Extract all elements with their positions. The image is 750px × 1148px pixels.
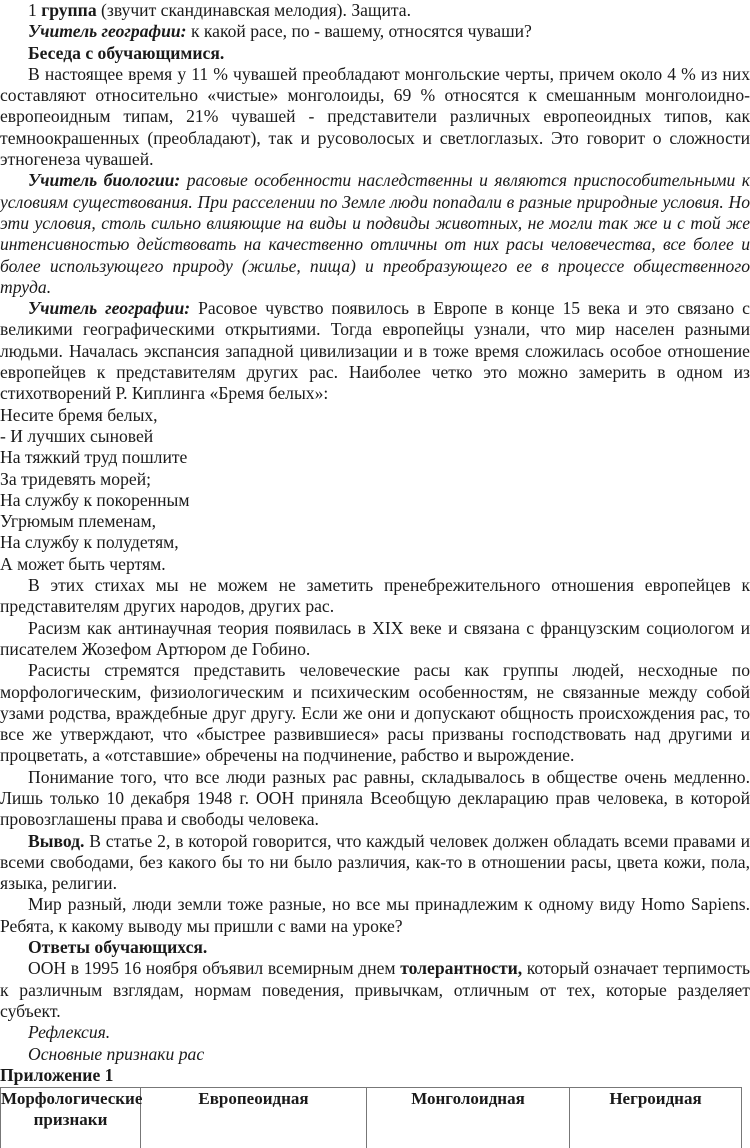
group-text: (звучит скандинавская мелодия). Защита. <box>96 0 412 20</box>
geography-question <box>0 21 750 42</box>
paragraph-racists: Расисты стремятся представить человеческие расы как группы людей, несходные по морфологическим, физиологическим и психическим особенностям, не связанные между собой узами родства, враждебные друг другу. Если же они и допускают общность происхождения рас, то все же утверждают, что «быстрее развившиеся» расы призваны господствовать над другими и процветать, а «отставшие» обречены на подчинение, рабство и вырождение. <box>0 660 750 766</box>
poem-line: За тридевять морей; <box>0 468 152 489</box>
poem-line: Несите бремя белых, <box>0 404 158 425</box>
biology-text: расовые особенности наследственны и являются приспособительными к условиям существования. При расселении по Земле люди попадали в разные природные условия. Но эти условия, столь сильно влияющие на виды и подвиды животных, не могли так же и с той же интенсивностью действовать на качественно отличны от них расы человечества, все более и более использующего природу (жилье, пища) и преобразующего ее в процессе общественного труда. <box>0 170 750 297</box>
paragraph-geography-teacher <box>0 298 750 404</box>
poem-line: На службу к покоренным <box>0 489 190 510</box>
speaker-geography-teacher: Учитель географии: <box>28 298 191 319</box>
poem-line: А может быть чертям. <box>0 553 166 574</box>
conclusion-label: Вывод. <box>28 830 85 851</box>
poem-line: - И лучших сыновей <box>0 425 154 446</box>
paragraph-chuvash-stats: В настоящее время у 11 % чувашей преобладают монгольские черты, причем около 4 % из них составляют относительно «чистые» монголоиды, 69 % относятся к смешанным монголоидно-европеоидным типам, 21% чувашей - представители различных европеоидных типов, как темноокрашенных (преобладают), так и русоволосых и светлоглазых. Это говорит о сложности этногенеза чувашей. <box>0 63 750 170</box>
poem-line: Угрюмым племенам, <box>0 511 157 532</box>
paragraph-un-declaration: Понимание того, что все люди разных рас равны, складывалось в обществе очень медленно. Лишь только 10 декабря 1948 г. ООН приняла Всеобщую декларацию прав человека, в которой провозглашены права и свободы человека. <box>0 766 750 830</box>
paragraph-poem-comment: В этих стихах мы не можем не заметить пренебрежительного отношения европейцев к представителям других народов, других рас. <box>0 575 750 617</box>
paragraph-biology-teacher <box>0 170 750 298</box>
poem-line: На тяжкий труд пошлите <box>0 447 188 468</box>
question-text: к какой расе, по - вашему, относятся чуваши? <box>186 21 532 42</box>
section-heading-answers: Ответы обучающихся. <box>28 937 208 958</box>
appendix-title: Приложение 1 <box>0 1064 114 1085</box>
group-number: 1 <box>28 0 42 20</box>
conclusion-text: В статье 2, в которой говорится, что каждый человек должен обладать всеми правами и всеми свободами, без какого бы то ни было различия, как-то в отношении расы, цвета кожи, пола, языка, религии. <box>0 830 750 894</box>
speaker-geography-teacher: Учитель географии: <box>28 21 187 42</box>
paragraph-racism-origin: Расизм как антинаучная теория появилась в XIX веке и связана с французским социологом и писателем Жозефом Артюром де Гобино. <box>0 617 750 659</box>
poem-line: На службу к полудетям, <box>0 532 179 553</box>
tolerance-term: толерантности, <box>400 958 523 979</box>
paragraph-tolerance <box>0 958 750 1022</box>
race-traits-caption: Основные признаки рас <box>28 1043 205 1064</box>
race-traits-table <box>0 1087 742 1148</box>
group-label: группа <box>41 0 97 20</box>
tolerance-text-post: который означает терпимость к различным взглядам, нормам поведения, привычкам, отличным от тех, которые разделяет субъект. <box>0 958 750 1021</box>
speaker-biology-teacher: Учитель биологии: <box>28 170 181 191</box>
header-negroid: Негроидная <box>570 1088 742 1148</box>
header-morphological-traits: Морфологические признаки <box>1 1088 141 1148</box>
tolerance-text-pre: ООН в 1995 16 ноября объявил всемирным днем <box>28 958 401 979</box>
paragraph-homo-sapiens: Мир разный, люди земли тоже разные, но все мы принадлежим к одному виду Homo Sapiens. Ребята, к какому выводу мы пришли с вами на уроке? <box>0 894 750 936</box>
paragraph-conclusion <box>0 831 750 895</box>
kipling-poem <box>0 405 750 575</box>
header-mongoloid: Монголоидная <box>367 1088 570 1148</box>
geography-text: Расовое чувство появилось в Европе в конце 15 века и это связано с великими географическими открытиями. Тогда европейцы узнали, что мир населен разными людьми. Началась экспансия западной цивилизации и в тоже время сложилась особое отношение европейцев к представителям других рас. Наиболее четко это можно замерить в одном из стихотворений Р. Киплинга «Бремя белых»: <box>0 298 750 404</box>
reflection-label: Рефлексия. <box>28 1022 111 1043</box>
group-line <box>0 0 750 21</box>
header-caucasoid: Европеоидная <box>141 1088 367 1148</box>
section-heading-conversation: Беседа с обучающимися. <box>28 42 225 63</box>
table-header-row <box>1 1088 742 1148</box>
